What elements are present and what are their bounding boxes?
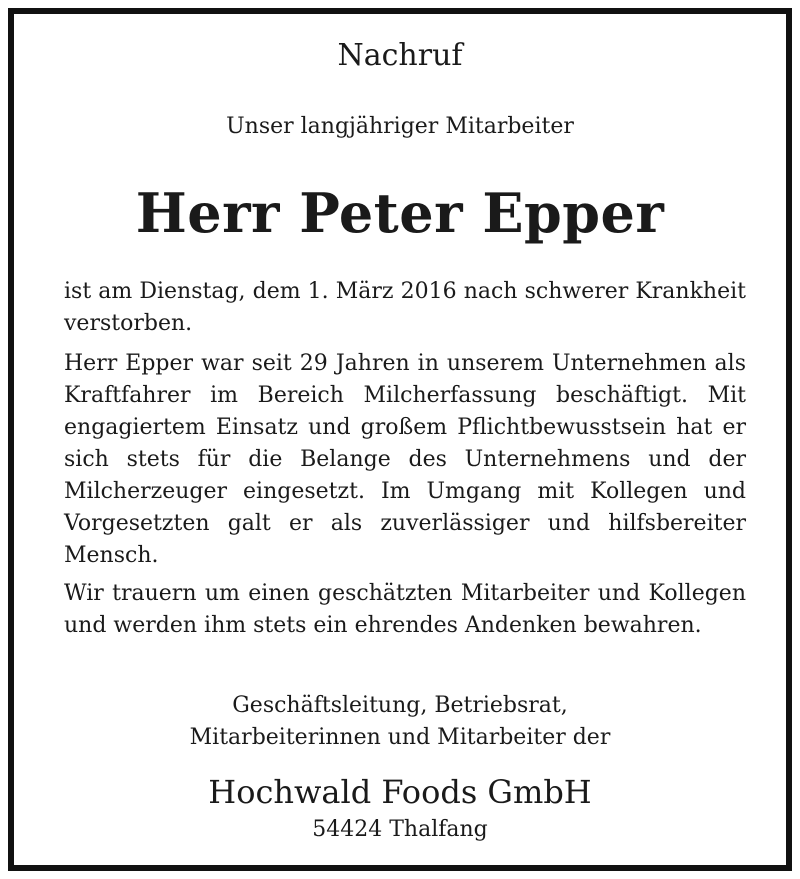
notice-heading: Nachruf	[337, 38, 463, 73]
paragraph-career: Herr Epper war seit 29 Jahren in unserem Unternehmen als Kraftfahrer im Bereich Milcherfassung beschäftigt. Mit engagiertem Einsatz und großem Pflichtbewusstsein hat er sich stets für die Belange des Unternehmens und der Milcherzeuger eingesetzt. Im Umgang mit Kollegen und Vorgesetzten galt er als zuverlässiger und hilfsbereiter Mensch.	[64, 351, 746, 568]
paragraph-mourning: Wir trauern um einen geschätzten Mitarbeiter und Kollegen und werden ihm stets ein ehrendes Andenken bewahren.	[64, 581, 746, 638]
obituary-frame	[8, 8, 792, 871]
signatories-line-2: Mitarbeiterinnen und Mitarbeiter der	[189, 725, 611, 750]
deceased-name: Herr Peter Epper	[135, 181, 665, 245]
intro-line: Unser langjähriger Mitarbeiter	[226, 114, 574, 139]
signatories-line-1: Geschäftsleitung, Betriebsrat,	[232, 693, 568, 718]
company-name: Hochwald Foods GmbH	[208, 773, 592, 811]
paragraph-death-notice: ist am Dienstag, dem 1. März 2016 nach schwerer Krankheit verstorben.	[64, 279, 746, 336]
company-city: 54424 Thalfang	[312, 817, 488, 842]
